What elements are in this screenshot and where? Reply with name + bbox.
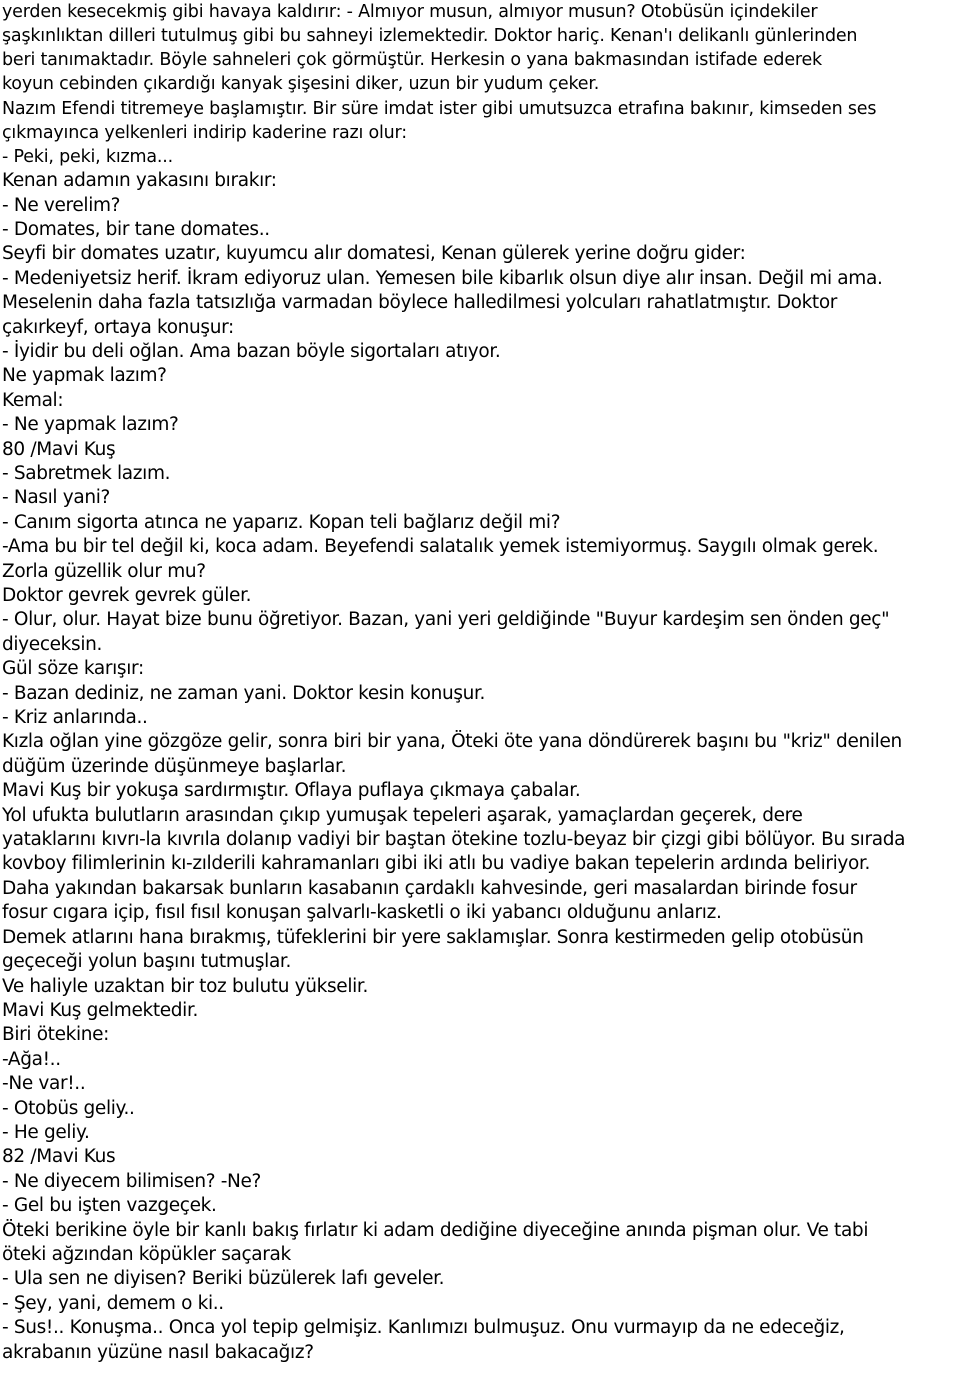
text-line: Meselenin daha fazla tatsızlığa varmadan böylece halledilmesi yolcuları rahatlatmıştır. Doktor [2, 292, 838, 314]
text-line: -Ne var!.. [2, 1073, 86, 1095]
text-line: Nazım Efendi titremeye başlamıştır. Bir süre imdat ister gibi umutsuzca etrafına bakınır, kimseden ses [2, 98, 877, 119]
text-line: - Ne diyecem bilimisen? -Ne? [2, 1170, 262, 1192]
text-line: - Şey, yani, demem o ki.. [2, 1292, 224, 1314]
text-line: kovboy filimlerinin kı-zılderili kahramanları gibi iki atlı bu vadiye bakan tepelerin ardında beliriyor. [2, 853, 871, 875]
text-line: öteki ağzından köpükler saçarak [2, 1243, 291, 1265]
text-block-top [2, 0, 958, 169]
text-line: Kızla oğlan yine gözgöze gelir, sonra biri bir yana, Öteki öte yana döndürerek başını bu "kriz" denilen [2, 731, 902, 753]
text-line: Biri ötekine: [2, 1024, 110, 1046]
text-block-main [2, 169, 958, 1365]
text-line: - İyidir bu deli oğlan. Ama bazan böyle sigortaları atıyor. [2, 340, 501, 362]
text-line: - Ne yapmak lazım? [2, 414, 179, 436]
text-line: - Sabretmek lazım. [2, 462, 171, 484]
text-line: - Kriz anlarında.. [2, 707, 148, 729]
text-line: yataklarını kıvrı-la kıvrıla dolanıp vadiyi bir baştan ötekine tozlu-beyaz bir çizgi gibi bölüyor. Bu sırada [2, 829, 906, 851]
text-line: Seyfi bir domates uzatır, kuyumcu alır domatesi, Kenan gülerek yerine doğru gider: [2, 243, 746, 265]
text-line: - Ne verelim? [2, 194, 121, 216]
text-line: yerden kesecekmiş gibi havaya kaldırır: - Almıyor musun, almıyor musun? Otobüsün içindekiler [2, 2, 818, 22]
text-line: çakırkeyf, ortaya konuşur: [2, 316, 234, 338]
text-line: Kemal: [2, 389, 64, 411]
text-line: Yol ufukta bulutların arasından çıkıp yumuşak tepeleri aşarak, yamaçlardan geçerek, dere [2, 804, 803, 826]
text-line: düğüm üzerinde düşünmeye başlarlar. [2, 755, 347, 777]
text-line: çıkmayınca yelkenleri indirip kaderine razı olur: [2, 122, 407, 143]
text-line: - Sus!.. Konuşma.. Onca yol tepip gelmişiz. Kanlımızı bulmuşuz. Onu vurmayıp da ne edeceğiz, [2, 1317, 845, 1339]
text-line: -Ağa!.. [2, 1048, 61, 1070]
text-line: şaşkınlıktan dilleri tutulmuş gibi bu sahneyi izlemektedir. Doktor hariç. Kenan'ı delikanlı günlerinden [2, 26, 858, 47]
text-line: - Olur, olur. Hayat bize bunu öğretiyor. Bazan, yani yeri geldiğinde "Buyur kardeşim sen önden geç" [2, 609, 890, 631]
text-line: - He geliy. [2, 1121, 90, 1143]
text-line: - Gel bu işten vazgeçek. [2, 1195, 217, 1217]
text-line: - Bazan dediniz, ne zaman yani. Doktor kesin konuşur. [2, 682, 486, 704]
text-line: Öteki berikine öyle bir kanlı bakış fırlatır ki adam dediğine diyeceğine anında pişman olur. Ve tabi [2, 1219, 869, 1241]
text-line: - Medeniyetsiz herif. İkram ediyoruz ulan. Yemesen bile kibarlık olsun diye alır insan. Değil mi ama. [2, 267, 883, 289]
text-line: Doktor gevrek gevrek güler. [2, 585, 252, 606]
text-line: geçeceği yolun başını tutmuşlar. [2, 951, 292, 973]
text-line: Ne yapmak lazım? [2, 365, 167, 387]
text-line: - Peki, peki, kızma... [2, 146, 173, 167]
text-line: koyun cebinden çıkardığı kanyak şişesini diker, uzun bir yudum çeker. [2, 74, 600, 95]
text-line: - Domates, bir tane domates.. [2, 218, 270, 240]
text-line: beri tanımaktadır. Böyle sahneleri çok görmüştür. Herkesin o yana bakmasından istifade ederek [2, 50, 822, 71]
text-line: 80 /Mavi Kuş [2, 438, 116, 460]
text-line: Kenan adamın yakasını bırakır: [2, 170, 277, 192]
text-line: Zorla güzellik olur mu? [2, 560, 206, 582]
text-line: Mavi Kuş gelmektedir. [2, 999, 199, 1021]
text-line: - Otobüs geliy.. [2, 1097, 135, 1119]
text-line: 82 /Mavi Kus [2, 1146, 116, 1168]
text-line: - Ula sen ne diyisen? Beriki büzülerek lafı geveler. [2, 1268, 445, 1290]
text-line: - Canım sigorta atınca ne yaparız. Kopan teli bağlarız değil mi? [2, 511, 561, 533]
text-line: fosur cıgara içip, fısıl fısıl konuşan şalvarlı-kasketli o iki yabancı olduğunu anlarız. [2, 902, 722, 924]
text-line: Gül söze karışır: [2, 658, 144, 680]
text-line: akrabanın yüzüne nasıl bakacağız? [2, 1341, 314, 1363]
text-line: -Ama bu bir tel değil ki, koca adam. Beyefendi salatalık yemek istemiyormuş. Saygılı olmak gerek. [2, 536, 879, 558]
text-line: - Nasıl yani? [2, 487, 110, 509]
text-line: diyeceksin. [2, 633, 103, 655]
text-line: Demek atlarını hana bırakmış, tüfeklerini bir yere saklamışlar. Sonra kestirmeden gelip otobüsün [2, 926, 864, 948]
text-line: Daha yakından bakarsak bunların kasabanın çardaklı kahvesinde, geri masalardan birinde fosur [2, 877, 857, 899]
text-line: Ve haliyle uzaktan bir toz bulutu yükselir. [2, 975, 369, 997]
text-line: Mavi Kuş bir yokuşa sardırmıştır. Oflaya puflaya çıkmaya çabalar. [2, 780, 581, 802]
